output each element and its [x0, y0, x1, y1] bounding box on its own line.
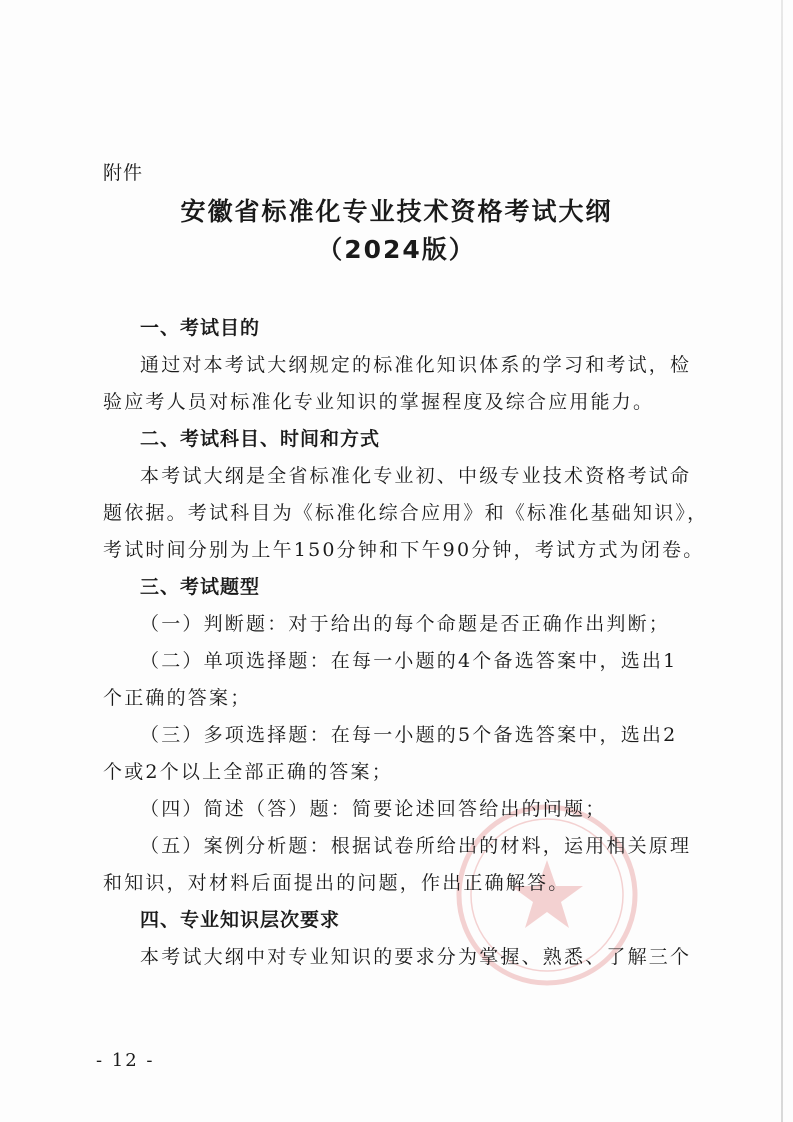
- list-item-continuation: 和知识，对材料后面提出的问题，作出正确解答。: [103, 872, 570, 894]
- scan-edge-line: [781, 0, 783, 1122]
- paragraph-line: 本考试大纲是全省标准化专业初、中级专业技术资格考试命: [140, 465, 692, 487]
- paragraph-line: 通过对本考试大纲规定的标准化知识体系的学习和考试，检: [140, 354, 692, 376]
- paragraph-line: 验应考人员对标准化专业知识的掌握程度及综合应用能力。: [103, 391, 655, 413]
- paragraph-line: 考试时间分别为上午150分钟和下午90分钟，考试方式为闭卷。: [103, 539, 705, 561]
- section-heading-knowledge-levels: 四、专业知识层次要求: [140, 909, 341, 931]
- section-heading-question-types: 三、考试题型: [140, 576, 261, 598]
- page-number: - 12 -: [96, 1050, 155, 1071]
- list-item-short-answer: （四）简述（答）题：简要论述回答给出的问题；: [140, 798, 607, 820]
- list-item-single-choice: （二）单项选择题：在每一小题的4个备选答案中，选出1: [140, 650, 678, 672]
- list-item-continuation: 个或2个以上全部正确的答案；: [103, 761, 393, 783]
- list-item-multiple-choice: （三）多项选择题：在每一小题的5个备选答案中，选出2: [140, 724, 678, 746]
- list-item-continuation: 个正确的答案；: [103, 687, 252, 709]
- list-item-case-analysis: （五）案例分析题：根据试卷所给出的材料，运用相关原理: [140, 835, 692, 857]
- attachment-label: 附件: [103, 162, 144, 184]
- section-heading-exam-subjects: 二、考试科目、时间和方式: [140, 428, 381, 450]
- document-edition: （2024版）: [317, 235, 476, 264]
- list-item-true-false: （一）判断题：对于给出的每个命题是否正确作出判断；: [140, 613, 671, 635]
- section-heading-exam-purpose: 一、考试目的: [140, 317, 261, 339]
- paragraph-line: 题依据。考试科目为《标准化综合应用》和《标准化基础知识》，: [103, 502, 709, 524]
- paragraph-line: 本考试大纲中对专业知识的要求分为掌握、熟悉、了解三个: [140, 946, 692, 968]
- document-title: 安徽省标准化专业技术资格考试大纲: [180, 197, 613, 226]
